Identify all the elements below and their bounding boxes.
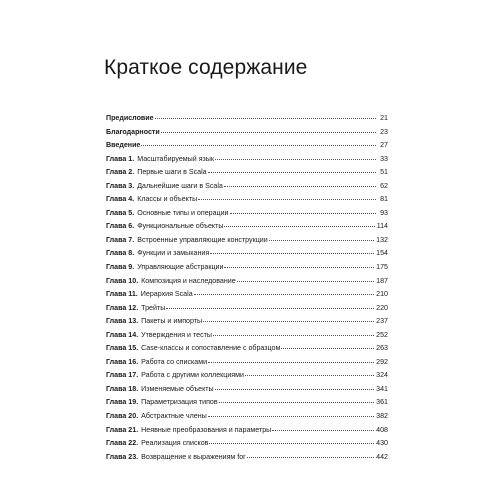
page-number: 81	[380, 195, 388, 204]
page-number: 27	[380, 141, 388, 150]
toc-entry-label	[106, 342, 280, 356]
chapter-number: Глава 12.	[106, 303, 139, 312]
dot-leader	[166, 302, 374, 310]
toc-entry	[106, 288, 388, 302]
chapter-title: Иерархия Scala	[140, 290, 193, 299]
dot-leader	[208, 410, 374, 418]
page-number: 220	[376, 303, 388, 312]
chapter-number: Глава 11.	[106, 290, 138, 299]
page-number: 154	[376, 249, 388, 258]
dot-leader	[141, 139, 376, 147]
toc-entry	[106, 275, 388, 289]
page-number: 132	[376, 235, 388, 244]
chapter-title: Трейты	[141, 303, 166, 312]
chapter-title: Масштабируемый язык	[137, 154, 215, 163]
chapter-number: Глава 22.	[106, 439, 139, 448]
page-number: 430	[376, 439, 388, 448]
toc-entry-label	[106, 410, 207, 424]
toc-entry-label	[106, 112, 154, 126]
dot-leader	[281, 342, 374, 350]
toc-entry	[106, 261, 388, 275]
chapter-title: Пакеты и импорты	[141, 317, 203, 326]
toc-entry-label	[106, 329, 212, 343]
toc-entry	[106, 207, 388, 221]
page-number: 23	[380, 127, 388, 136]
page-number: 175	[376, 263, 388, 272]
toc-entry-label	[106, 451, 246, 465]
toc-entry	[106, 437, 388, 451]
toc-entry	[106, 126, 388, 140]
dot-leader	[215, 383, 375, 391]
toc-entry	[106, 247, 388, 261]
toc-entry	[106, 234, 388, 248]
dot-leader	[208, 356, 374, 364]
toc-entry-label	[106, 261, 223, 275]
page-number: 252	[376, 330, 388, 339]
page-number: 93	[380, 208, 388, 217]
dot-leader	[224, 180, 376, 188]
toc-entry-label	[106, 396, 218, 410]
page-number: 187	[376, 276, 388, 285]
dot-leader	[194, 288, 375, 296]
chapter-title: Классы и объекты	[137, 195, 198, 204]
chapter-number: Глава 21.	[106, 425, 139, 434]
toc-entry-label	[106, 247, 209, 261]
toc-entry	[106, 424, 388, 438]
toc-entry	[106, 329, 388, 343]
toc-entry-label	[106, 383, 214, 397]
table-of-contents	[106, 112, 388, 464]
toc-entry-label	[106, 207, 229, 221]
chapter-title: Композиция и наследование	[141, 276, 236, 285]
toc-entry	[106, 396, 388, 410]
toc-entry	[106, 369, 388, 383]
toc-entry	[106, 451, 388, 465]
chapter-title: Case-классы и сопоставление с образцом	[141, 344, 281, 353]
page-number: 210	[376, 290, 388, 299]
toc-entry-label	[106, 437, 208, 451]
dot-leader	[210, 247, 374, 255]
toc-entry	[106, 153, 388, 167]
toc-entry-label	[106, 234, 268, 248]
chapter-number: Глава 5.	[106, 208, 135, 217]
chapter-title: Функциональные объекты	[137, 222, 224, 231]
toc-entry-label	[106, 220, 223, 234]
page-number: 237	[376, 317, 388, 326]
dot-leader	[224, 220, 374, 228]
chapter-title: Возвращение к выражениям for	[141, 452, 246, 461]
dot-leader	[203, 315, 374, 323]
chapter-title: Работа со списками	[141, 357, 208, 366]
chapter-number: Глава 6.	[106, 222, 135, 231]
chapter-number: Глава 17.	[106, 371, 139, 380]
chapter-title: Работа с другими коллекциями	[141, 371, 244, 380]
page-number: 263	[376, 344, 388, 353]
toc-entry	[106, 180, 388, 194]
toc-entry	[106, 302, 388, 316]
toc-entry-label	[106, 193, 197, 207]
toc-entry-label	[106, 126, 160, 140]
chapter-number: Глава 10.	[106, 276, 139, 285]
dot-leader	[213, 329, 374, 337]
chapter-title: Дальнейшие шаги в Scala	[137, 181, 223, 190]
dot-leader	[208, 166, 376, 174]
dot-leader	[209, 437, 374, 445]
dot-leader	[198, 193, 376, 201]
section-name: Благодарности	[106, 127, 160, 136]
dot-leader	[215, 153, 376, 161]
chapter-number: Глава 20.	[106, 412, 139, 421]
section-name: Предисловие	[106, 114, 154, 122]
toc-entry	[106, 315, 388, 329]
toc-entry-label	[106, 275, 236, 289]
chapter-number: Глава 23.	[106, 452, 139, 461]
chapter-number: Глава 1.	[106, 154, 135, 163]
dot-leader	[230, 207, 376, 215]
toc-entry-label	[106, 302, 165, 316]
toc-entry	[106, 139, 388, 153]
page-title: Краткое содержание	[104, 56, 308, 79]
dot-leader	[224, 261, 374, 269]
chapter-number: Глава 15.	[106, 344, 139, 353]
chapter-number: Глава 3.	[106, 181, 135, 190]
chapter-number: Глава 4.	[106, 195, 135, 204]
toc-entry-label	[106, 180, 223, 194]
chapter-title: Реализация списков	[141, 439, 209, 448]
dot-leader	[272, 424, 374, 432]
chapter-number: Глава 2.	[106, 168, 135, 177]
chapter-title: Первые шаги в Scala	[137, 168, 207, 177]
dot-leader	[155, 112, 376, 120]
chapter-number: Глава 13.	[106, 317, 139, 326]
chapter-title: Параметризация типов	[141, 398, 218, 407]
toc-entry	[106, 410, 388, 424]
chapter-number: Глава 14.	[106, 330, 139, 339]
page-number: 408	[376, 425, 388, 434]
page-number: 382	[376, 412, 388, 421]
chapter-title: Управляющие абстракции	[137, 263, 224, 272]
dot-leader	[269, 234, 374, 242]
page-number: 324	[376, 371, 388, 380]
dot-leader	[245, 369, 374, 377]
toc-entry-label	[106, 369, 244, 383]
toc-entry	[106, 356, 388, 370]
toc-entry-label	[106, 424, 271, 438]
chapter-title: Встроенные управляющие конструкции	[137, 235, 268, 244]
page-number: 33	[380, 154, 388, 163]
chapter-number: Глава 19.	[106, 398, 139, 407]
page-number: 292	[376, 357, 388, 366]
chapter-title: Неявные преобразования и параметры	[141, 425, 272, 434]
section-name: Введение	[106, 141, 141, 150]
toc-entry-label	[106, 139, 140, 153]
page-number: 51	[380, 168, 388, 177]
chapter-number: Глава 9.	[106, 263, 135, 272]
dot-leader	[219, 396, 375, 404]
toc-entry	[106, 220, 388, 234]
chapter-title: Абстрактные члены	[141, 412, 207, 421]
page-number: 442	[376, 452, 388, 461]
chapter-title: Функции и замыкания	[137, 249, 210, 258]
toc-entry-label	[106, 153, 214, 167]
page-number: 114	[376, 222, 388, 231]
chapter-title: Утверждения и тесты	[141, 330, 212, 339]
chapter-number: Глава 16.	[106, 357, 139, 366]
toc-entry	[106, 166, 388, 180]
chapter-number: Глава 8.	[106, 249, 135, 258]
toc-entry-label	[106, 166, 207, 180]
page-number: 21	[380, 114, 388, 122]
toc-entry	[106, 193, 388, 207]
toc-entry-label	[106, 288, 193, 302]
page-number: 62	[380, 181, 388, 190]
toc-entry	[106, 383, 388, 397]
chapter-title: Изменяемые объекты	[141, 384, 214, 393]
page-number: 361	[376, 398, 388, 407]
chapter-number: Глава 7.	[106, 235, 135, 244]
toc-entry	[106, 342, 388, 356]
chapter-number: Глава 18.	[106, 384, 139, 393]
toc-entry	[106, 112, 388, 126]
page-number: 341	[376, 384, 388, 393]
dot-leader	[247, 451, 375, 459]
chapter-title: Основные типы и операции	[137, 208, 229, 217]
dot-leader	[237, 275, 374, 283]
toc-entry-label	[106, 356, 207, 370]
dot-leader	[161, 126, 376, 134]
toc-entry-label	[106, 315, 202, 329]
